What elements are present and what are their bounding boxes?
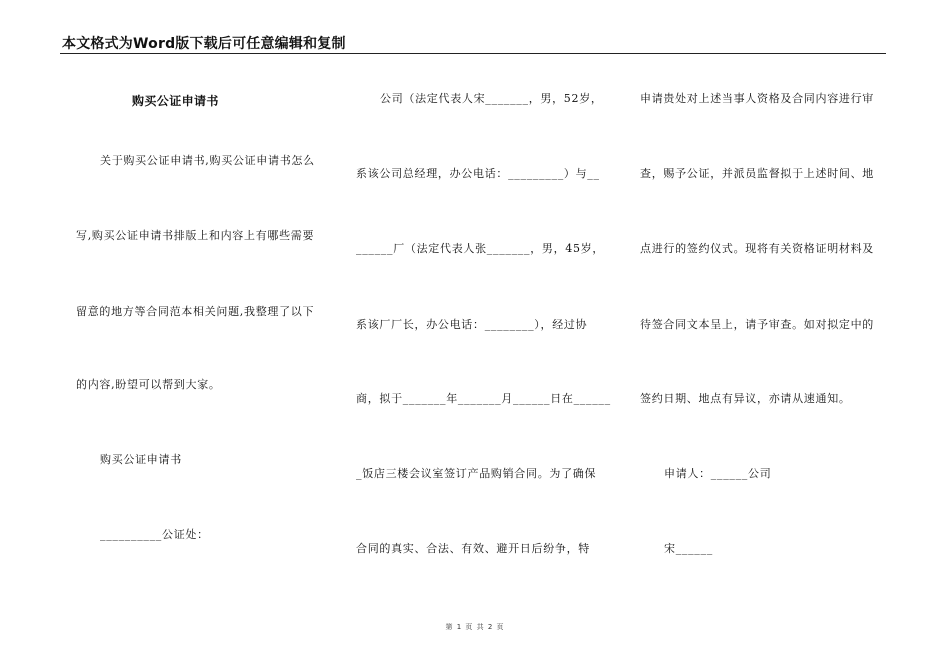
paragraph-line: 公司（法定代表人宋_______，男，52岁， <box>380 92 603 105</box>
paragraph-line: 合同的真实、合法、有效、避开日后纷争，特 <box>356 542 590 555</box>
paragraph-line: 申请贵处对上述当事人资格及合同内容进行审 <box>640 92 874 105</box>
text-column-1 <box>76 0 326 672</box>
page-number: 第 1 页 共 2 页 <box>445 623 505 631</box>
document-header: 本文格式为Word版下载后可任意编辑和复制 <box>62 36 346 52</box>
paragraph-line: 点进行的签约仪式。现将有关资格证明材料及 <box>640 242 874 255</box>
paragraph-line: 商，拟于_______年_______月______日在______ <box>356 392 611 405</box>
text-column-3 <box>640 0 885 672</box>
paragraph-line: 写,购买公证申请书排版上和内容上有哪些需要 <box>76 229 315 242</box>
document-title: 购买公证申请书 <box>132 94 219 108</box>
paragraph-line: _饭店三楼会议室签订产品购销合同。为了确保 <box>356 467 597 480</box>
paragraph-line: 系该公司总经理，办公电话：_________）与__ <box>356 167 600 180</box>
signature-line: 宋______ <box>664 542 713 555</box>
paragraph-line: 查，赐予公证，并派员监督拟于上述时间、地 <box>640 167 874 180</box>
paragraph-line: 签约日期、地点有异议，亦请从速通知。 <box>640 392 851 405</box>
paragraph-line: 系该厂厂长，办公电话：________），经过协 <box>356 318 588 331</box>
paragraph-line: ______厂（法定代表人张_______，男，45岁， <box>356 242 605 255</box>
addressee-line: __________公证处： <box>100 528 209 541</box>
section-heading: 购买公证申请书 <box>100 453 182 466</box>
paragraph-line: 的内容,盼望可以帮到大家。 <box>76 378 221 391</box>
applicant-line: 申请人：______公司 <box>664 467 772 480</box>
paragraph-line: 留意的地方等合同范本相关问题,我整理了以下 <box>76 305 315 318</box>
paragraph-line: 关于购买公证申请书,购买公证申请书怎么 <box>100 154 315 167</box>
text-column-2 <box>356 0 611 672</box>
paragraph-line: 待签合同文本呈上，请予审查。如对拟定中的 <box>640 318 874 331</box>
